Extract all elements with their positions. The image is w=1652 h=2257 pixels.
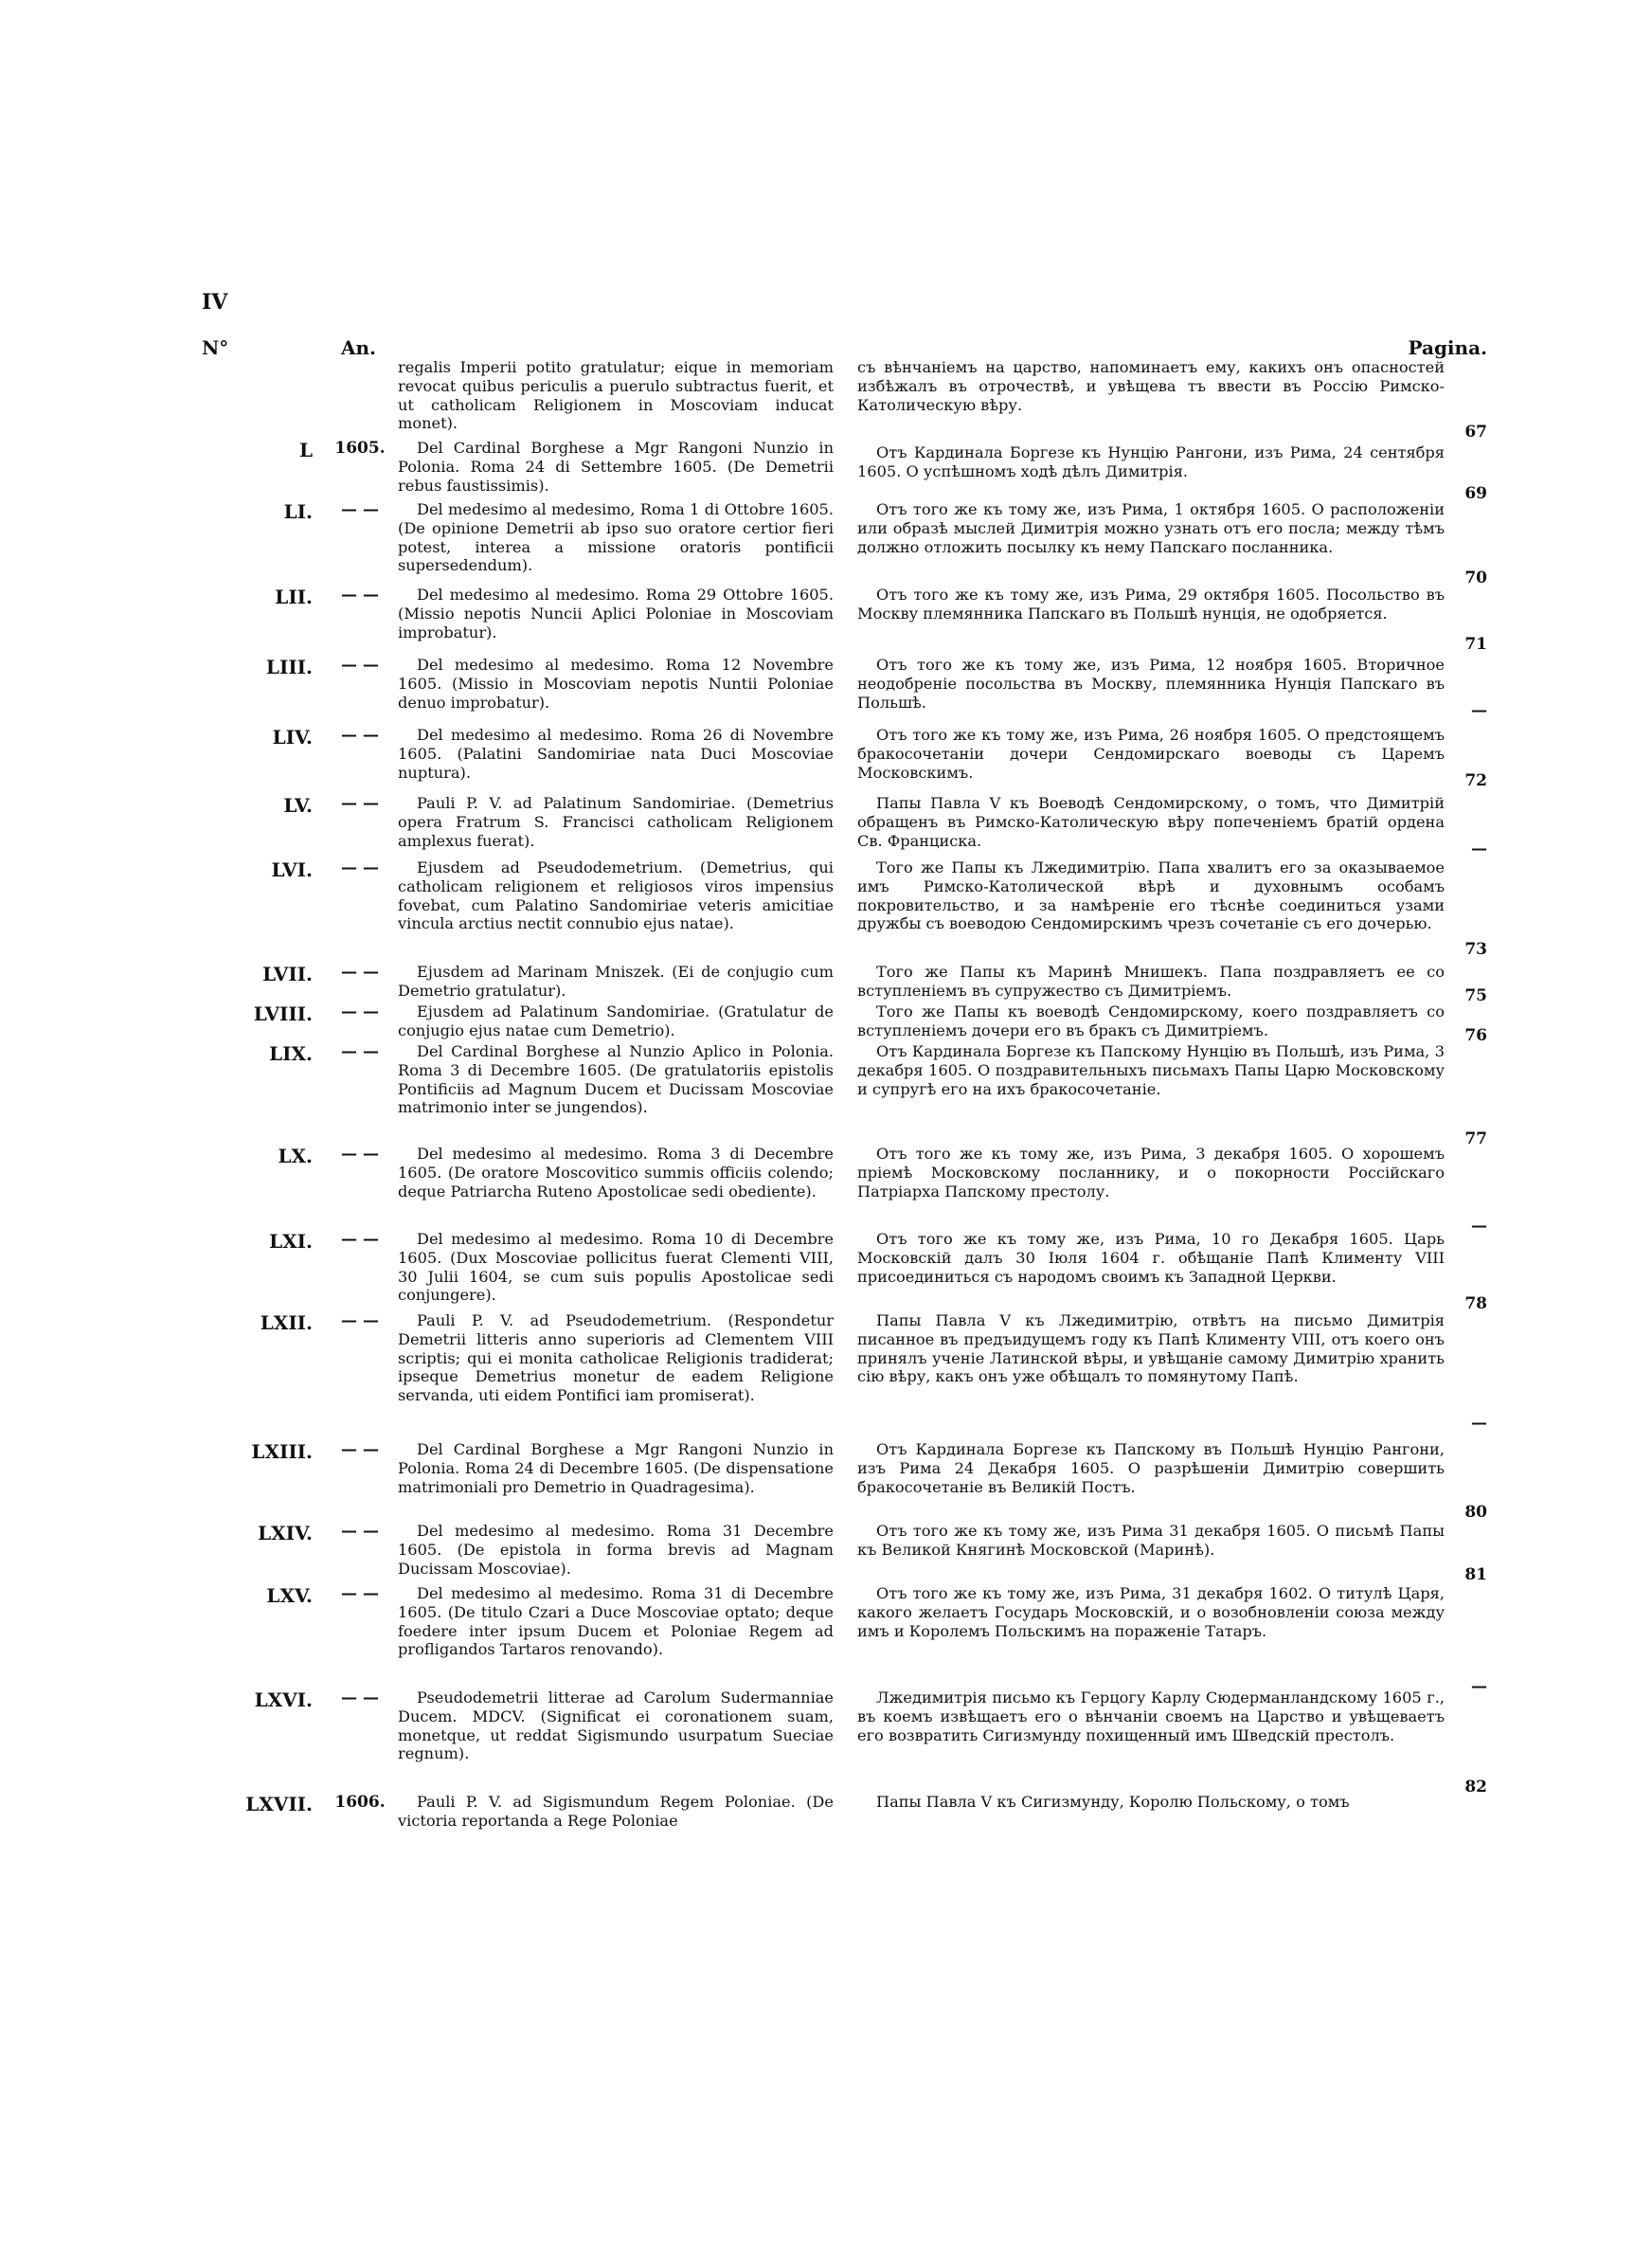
entry-year: — — [341,1042,379,1061]
entry-russian: Отъ того же къ тому же, изъ Рима, 26 ноября 1605. О предстоящемъ бракосочетаніи дочери Сендомирскаго воеводы съ Царемъ Московскимъ. [857,726,1445,782]
entry-russian: Папы Павла V къ Лжедимитрію, отвѣтъ на письмо Димитрія писанное въ предъидущемъ году къ Папѣ Клименту VIII, отъ коего онъ принялъ ученіе Латинской вѣры, и увѣщаніе самому Димитрію хранить сію вѣру, какъ онъ уже обѣщалъ то помянутому Папѣ. [857,1311,1445,1386]
entry-russian: Отъ того же къ тому же, изъ Рима 31 декабря 1605. О письмѣ Папы къ Великой Княгинѣ Московской (Маринѣ). [857,1522,1445,1559]
entry-number: LXV. [266,1584,313,1607]
entry-year: — — [341,1230,379,1249]
entry-year: — — [341,1440,379,1459]
page-number: IV [202,290,228,315]
entry-page: — [1471,1414,1487,1433]
entry-latin: Del Cardinal Borghese a Mgr Rangoni Nunzio in Polonia. Roma 24 di Settembre 1605. (De Demetrii rebus faustissimis). [398,439,834,495]
entry-number: LXI. [269,1230,313,1253]
entry-latin: Del medesimo al medesimo. Roma 12 Novembre 1605. (Missio in Moscoviam nepotis Nuntii Poloniae denuo improbatur). [398,656,834,712]
entry-latin: Del Cardinal Borghese a Mgr Rangoni Nunzio in Polonia. Roma 24 di Decembre 1605. (De dispensatione matrimoniali pro Demetrio in Quadragesima). [398,1440,834,1496]
entry-russian: Папы Павла V къ Воеводѣ Сендомирскому, о томъ, что Димитрій обращенъ въ Римско-Католическую вѣру попеченіемъ братій ордена Св. Франциска. [857,794,1445,850]
entry-number: LXIV. [258,1522,313,1544]
entry-page: — [1471,701,1487,720]
entry-russian: Папы Павла V къ Сигизмунду, Королю Польскому, о томъ [876,1793,1350,1811]
entry-page: 75 [1464,986,1487,1005]
entry-year: — — [341,794,379,813]
entry-russian: Отъ того же къ тому же, изъ Рима, 12 ноября 1605. Вторичное неодобреніе посольства въ Москву, племянника Нунція Папскаго въ Польшѣ. [857,656,1445,712]
entry-year: — — [341,586,379,605]
entry-russian: Отъ того же къ тому же, изъ Рима, 31 декабря 1602. О титулѣ Царя, какого желаетъ Государь Московскій, и о возобновленіи союза между имъ и Королемъ Польскимъ на пораженіе Татаръ. [857,1584,1445,1640]
entry-latin: Del medesimo al medesimo. Roma 10 di Decembre 1605. (Dux Moscoviae pollicitus fuerat Clementi VIII, 30 Julii 1604, se cum suis populis Apostolicae sedi conjungere). [398,1230,834,1305]
entry-number: LVI. [271,858,313,881]
entry-latin: Del medesimo al medesimo. Roma 26 di Novembre 1605. (Palatini Sandomiriae nata Duci Moscoviae nuptura). [398,726,834,782]
entry-year: — — [341,656,379,675]
entry-year: 1605. [334,439,386,458]
entry-page: 76 [1464,1026,1487,1045]
entry-year: — — [341,1688,379,1707]
entry-number: LVII. [262,963,313,985]
entry-latin: Ejusdem ad Marinam Mniszek. (Ei de conjugio cum Demetrio gratulatur). [398,963,834,1000]
entry-latin: Del medesimo al medesimo, Roma 1 di Ottobre 1605. (De opinione Demetrii ab ipso suo oratore certior fieri potest, interea a missione oratoris pontificii supersedendum). [398,500,834,575]
entry-number: LXVI. [254,1688,313,1711]
entry-year: — — [341,1584,379,1603]
entry-number: LV. [283,794,313,817]
entry-latin: regalis Imperii potito gratulatur; eique in memoriam revocat quibus periculis a puerulo subtractus fuerit, et ut catholicam Religionem in Moscoviam inducat monet). [398,358,834,433]
entry-number: LXVII. [245,1793,313,1815]
entry-number: LX. [278,1145,313,1167]
entry-russian: Отъ Кардинала Боргезе къ Папскому въ Польшѣ Нунцію Рангони, изъ Рима 24 Декабря 1605. О разрѣшеніи Димитрію совершить бракосочетаніе въ Великій Постъ. [857,1440,1445,1496]
entry-page: 82 [1464,1778,1487,1797]
entry-latin: Pauli P. V. ad Sigismundum Regem Poloniae. (De victoria reportanda a Rege Poloniae [398,1793,834,1830]
entry-russian: Того же Папы къ Лжедимитрію. Папа хвалитъ его за оказываемое имъ Римско-Католической вѣрѣ и духовнымъ особамъ покровительство, и за намѣреніе его тѣснѣе соединиться узами дружбы съ воеводою Сендомирскимъ чрезъ сочетаніе съ его дочерью. [857,858,1445,933]
column-header-year: An. [341,336,377,359]
entry-russian: Отъ того же къ тому же, изъ Рима, 1 октября 1605. О расположеніи или образѣ мыслей Димитрія можно узнать отъ его посла; между тѣмъ должно отложить посылку къ нему Папскаго посланника. [857,500,1445,556]
entry-number: LI. [283,500,313,523]
entry-number: LII. [275,586,313,608]
entry-russian: Отъ Кардинала Боргезе къ Нунцію Рангони, изъ Рима, 24 сентября 1605. О успѣшномъ ходѣ дѣлъ Димитрія. [857,443,1445,480]
entry-number: LXII. [260,1311,313,1334]
entry-russian: съ вѣнчаніемъ на царство, напоминаетъ ему, какихъ онъ опасностей избѣжалъ въ отрочествѣ, и увѣщева тъ ввести въ Россію Римско-Католическую вѣру. [857,358,1445,414]
column-header-number: N° [202,336,229,359]
entry-year: — — [341,1002,379,1021]
entry-year: — — [341,1145,379,1164]
entry-page: 67 [1464,423,1487,442]
entry-year: — — [341,500,379,519]
entry-year: — — [341,726,379,745]
entry-year: — — [341,963,379,982]
entry-number: L [298,439,313,461]
column-header-page: Pagina. [1408,336,1487,359]
entry-russian: Того же Папы къ Маринѣ Мнишекъ. Папа поздравляетъ ее со вступленіемъ въ супружество съ Димитріемъ. [857,963,1445,1000]
entry-page: 78 [1464,1294,1487,1313]
entry-page: 80 [1464,1503,1487,1522]
entry-page: 81 [1464,1565,1487,1584]
entry-latin: Pseudodemetrii litterae ad Carolum Sudermanniae Ducem. MDCV. (Significat ei coronationem suam, monetque, ut reddat Sigismundo usurpatum Sueciae regnum). [398,1688,834,1763]
entry-number: LVIII. [253,1002,313,1025]
entry-page: 69 [1464,484,1487,503]
entry-page: — [1471,1217,1487,1236]
entry-latin: Ejusdem ad Pseudodemetrium. (Demetrius, qui catholicam religionem et religiosos viros impensius fovebat, cum Palatino Sandomiriae veteris amicitiae vincula arctius nectit connubio ejus natae). [398,858,834,933]
entry-page: 71 [1464,635,1487,654]
entry-latin: Del medesimo al medesimo. Roma 29 Ottobre 1605. (Missio nepotis Nuncii Aplici Poloniae in Moscoviam improbatur). [398,586,834,641]
entry-page: — [1471,840,1487,858]
entry-year: — — [341,1522,379,1541]
entry-year: 1606. [334,1793,386,1812]
entry-latin: Pauli P. V. ad Pseudodemetrium. (Respondetur Demetrii litteris anno superioris ad Clementem VIII scriptis; qui ei monita catholicae Religionis tradiderat; ipseque Demetrius monetur de eadem Religione servanda, uti eidem Pontifici iam promiserat). [398,1311,834,1405]
entry-latin: Del medesimo al medesimo. Roma 31 Decembre 1605. (De epistola in forma brevis ad Magnam Ducissam Moscoviae). [398,1522,834,1578]
entry-number: LXIII. [251,1440,313,1463]
entry-page: 77 [1464,1129,1487,1148]
entry-latin: Del medesimo al medesimo. Roma 31 di Decembre 1605. (De titulo Czari a Duce Moscoviae optato; deque foedere inter ipsum Ducem et Poloniae Regem ad profligandos Tartaros renovando). [398,1584,834,1659]
entry-number: LIX. [269,1042,313,1065]
entry-page: 72 [1464,771,1487,790]
entry-russian: Отъ того же къ тому же, изъ Рима, 10 го Декабря 1605. Царь Московскій далъ 30 Іюля 1604 г. обѣщаніе Папѣ Клименту VIII присоединиться съ народомъ своимъ къ Западной Церкви. [857,1230,1445,1286]
entry-russian: Отъ того же къ тому же, изъ Рима, 3 декабря 1605. О хорошемъ пріемѣ Московскому посланнику, и о покорности Россійскаго Патріарха Папскому престолу. [857,1145,1445,1201]
entry-page: 73 [1464,940,1487,959]
entry-year: — — [341,1311,379,1330]
entry-latin: Ejusdem ad Palatinum Sandomiriae. (Gratulatur de conjugio ejus natae cum Demetrio). [398,1002,834,1039]
entry-page: — [1471,1677,1487,1696]
entry-russian: Отъ Кардинала Боргезе къ Папскому Нунцію въ Польшѣ, изъ Рима, 3 декабря 1605. О поздравительныхъ письмахъ Папы Царю Московскому и супругѣ его на ихъ бракосочетаніе. [857,1042,1445,1098]
entry-latin: Del medesimo al medesimo. Roma 3 di Decembre 1605. (De oratore Moscovitico summis officiis colendo; deque Patriarcha Ruteno Apostolicae sedi obediente). [398,1145,834,1201]
entry-russian: Того же Папы къ воеводѣ Сендомирскому, коего поздравляетъ со вступленіемъ дочери его въ бракъ съ Димитріемъ. [857,1002,1445,1039]
entry-russian: Отъ того же къ тому же, изъ Рима, 29 октября 1605. Посольство въ Москву племянника Папскаго въ Польшѣ нунція, не одобряется. [857,586,1445,623]
entry-latin: Del Cardinal Borghese al Nunzio Aplico in Polonia. Roma 3 di Decembre 1605. (De gratulatoriis epistolis Pontificiis ad Magnum Ducem et Ducissam Moscoviae matrimonio inter se jungendos). [398,1042,834,1117]
entry-number: LIV. [272,726,313,749]
entry-year: — — [341,858,379,877]
entry-number: LIII. [265,656,313,678]
entry-russian: Лжедимитрія письмо къ Герцогу Карлу Сюдерманландскому 1605 г., въ коемъ извѣщаетъ его о вѣнчаніи своемъ на Царство и увѣщеваетъ его возвратить Сигизмунду похищенный имъ Шведскій престолъ. [857,1688,1445,1744]
entry-latin: Pauli P. V. ad Palatinum Sandomiriae. (Demetrius opera Fratrum S. Francisci catholicam Religionem amplexus fuerat). [398,794,834,850]
entry-page: 70 [1464,569,1487,587]
